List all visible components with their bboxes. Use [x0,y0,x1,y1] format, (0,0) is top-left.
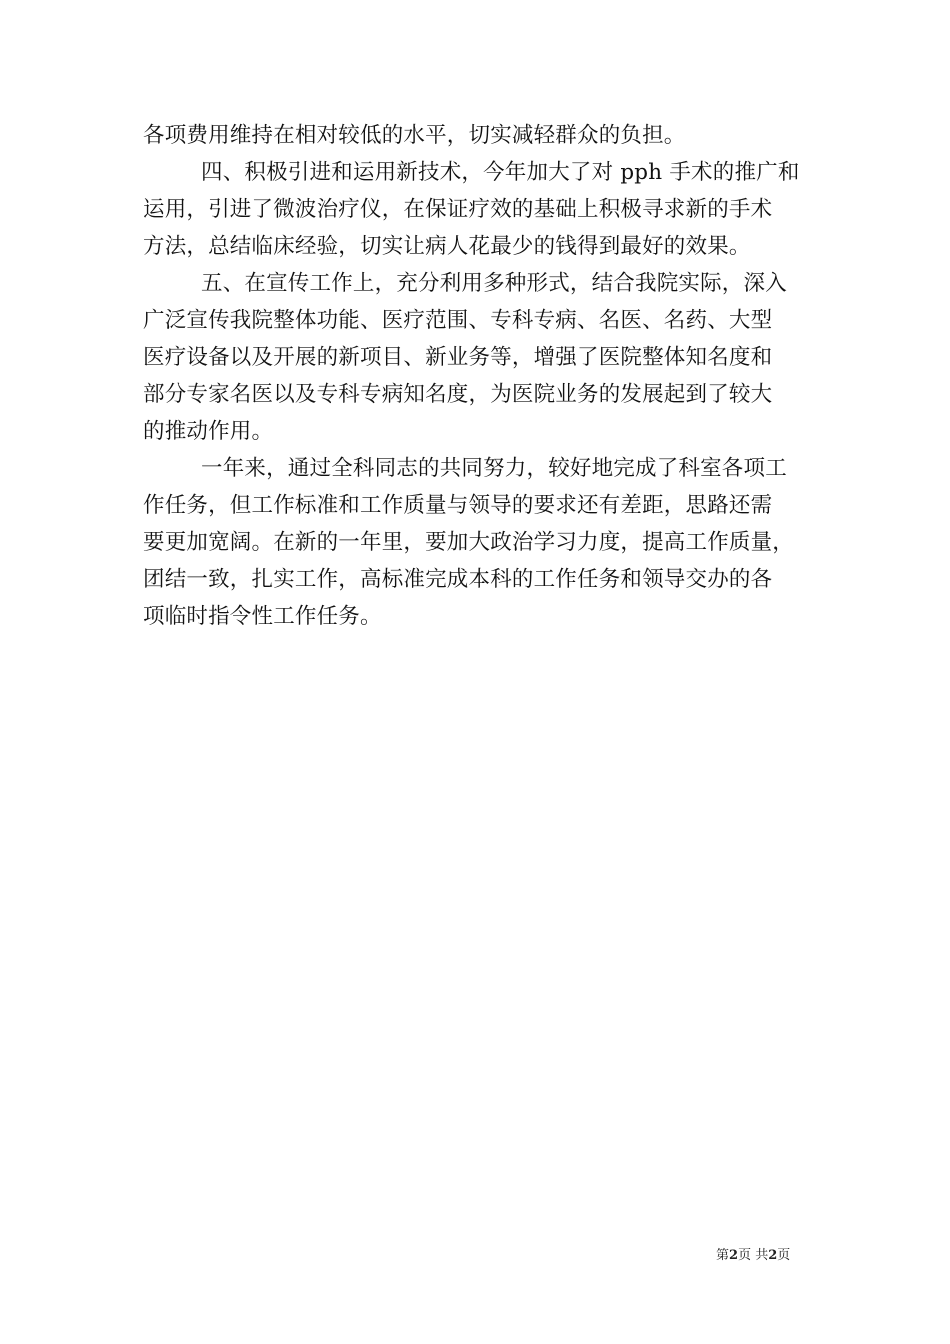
text-line: 方法，总结临床经验，切实让病人花最少的钱得到最好的效果。 [143,234,751,259]
footer-total-pages: 2 [768,1248,778,1263]
text-line: 医疗设备以及开展的新项目、新业务等，增强了医院整体知名度和 [143,345,773,370]
text-line: 项临时指令性工作任务。 [143,604,382,629]
text-line-paragraph-start: 一年来，通过全科同志的共同努力，较好地完成了科室各项工 [201,456,787,481]
text-line: 要更加宽阔。在新的一年里，要加大政治学习力度，提高工作质量， [143,530,795,555]
footer-prefix: 第 [716,1248,730,1263]
footer-current-page: 2 [729,1248,739,1263]
text-line: 运用，引进了微波治疗仪，在保证疗效的基础上积极寻求新的手术 [143,197,773,222]
footer-suffix: 页 [777,1248,791,1263]
text-line-paragraph-start: 四、积极引进和运用新技术，今年加大了对 pph 手术的推广和 [201,160,800,185]
text-line-paragraph-start: 五、在宣传工作上，充分利用多种形式，结合我院实际，深入 [201,271,787,296]
text-line: 团结一致，扎实工作，高标准完成本科的工作任务和领导交办的各 [143,567,773,592]
document-body [143,117,813,635]
footer-middle: 页 共 [738,1248,769,1263]
text-line: 部分专家名医以及专科专病知名度，为医院业务的发展起到了较大 [143,382,773,407]
page-footer [716,1246,790,1266]
text-line: 各项费用维持在相对较低的水平，切实减轻群众的负担。 [143,123,686,148]
text-line: 广泛宣传我院整体功能、医疗范围、专科专病、名医、名药、大型 [143,308,773,333]
text-line: 作任务，但工作标准和工作质量与领导的要求还有差距，思路还需 [143,493,773,518]
text-line: 的推动作用。 [143,419,274,444]
